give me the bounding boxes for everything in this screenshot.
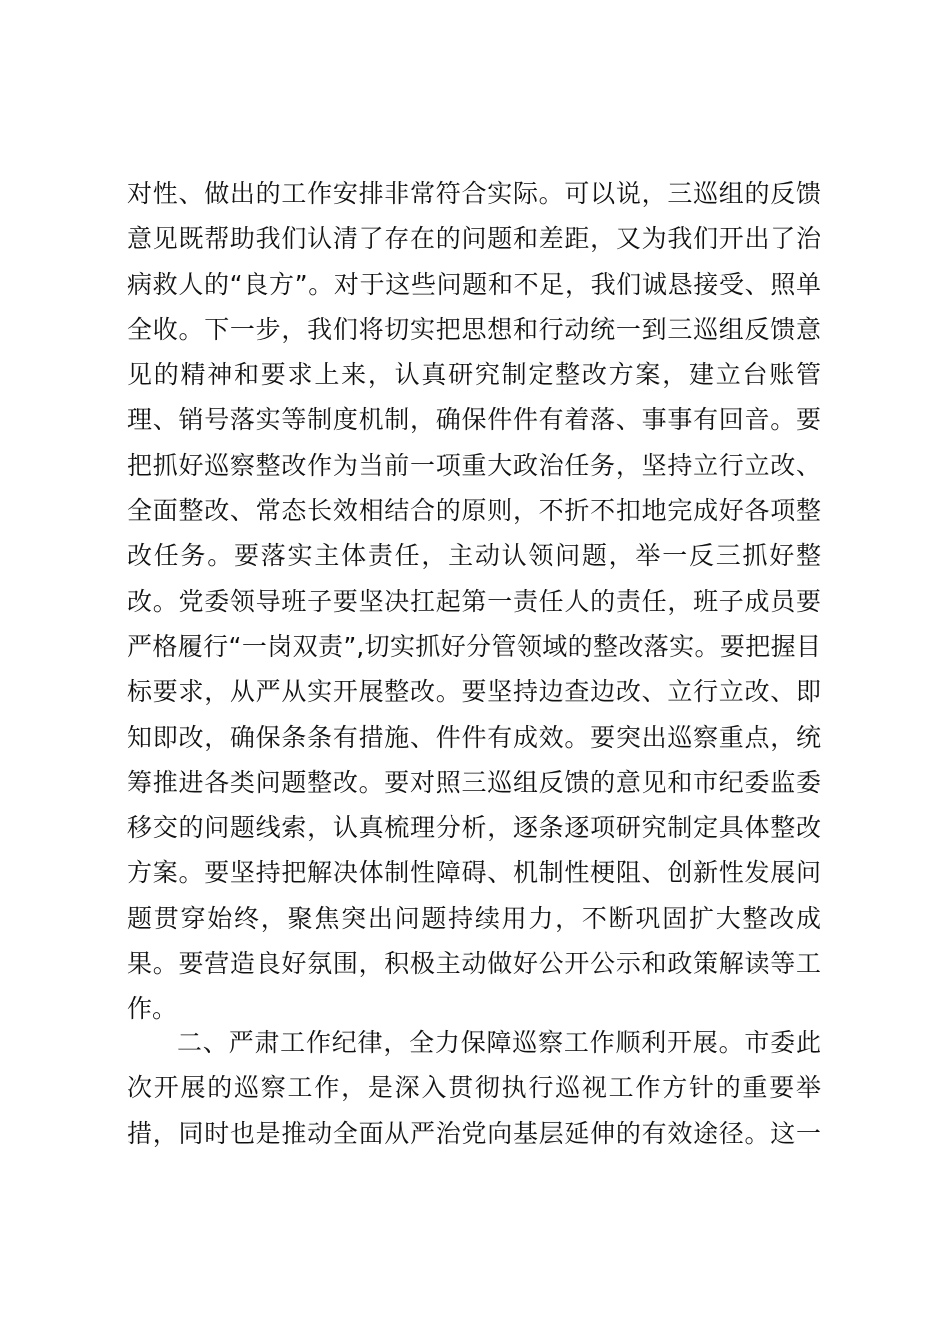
section-heading: 二、严肃工作纪律，全力保障巡察工作顺利开展。: [177, 1028, 745, 1057]
text-line: 严格履行“一岗双责”,切实抓好分管领域的整改落实。要把握目: [127, 631, 821, 661]
text-line: 移交的问题线索，认真梳理分析，逐条逐项研究制定具体整改: [127, 813, 821, 843]
text-line: 改任务。要落实主体责任，主动认领问题，举一反三抓好整: [127, 541, 821, 571]
text-line: 方案。要坚持把解决体制性障碍、机制性梗阻、创新性发展问: [127, 858, 821, 888]
text-line-continuation: 市委此: [744, 1028, 821, 1057]
text-line: 标要求，从严从实开展整改。要坚持边查边改、立行立改、即: [127, 677, 821, 707]
text-line: 见的精神和要求上来，认真研究制定整改方案，建立台账管: [127, 360, 821, 390]
text-line: 全收。下一步，我们将切实把思想和行动统一到三巡组反馈意: [127, 314, 821, 344]
paragraph-1: [127, 171, 821, 1032]
text-line: 全面整改、常态长效相结合的原则，不折不扣地完成好各项整: [127, 496, 821, 526]
text-line: 把抓好巡察整改作为当前一项重大政治任务，坚持立行立改、: [127, 450, 821, 480]
text-line: 作。: [127, 994, 178, 1024]
paragraph-2: [127, 1020, 821, 1156]
text-line: 对性、做出的工作安排非常符合实际。可以说，三巡组的反馈: [127, 179, 821, 208]
text-line: 题贯穿始终，聚焦突出问题持续用力，不断巩固扩大整改成: [127, 903, 821, 933]
section-heading-line: [127, 1020, 821, 1065]
text-line: 病救人的“良方”。对于这些问题和不足，我们诚恳接受、照单: [127, 269, 821, 299]
text-line: 果。要营造良好氛围，积极主动做好公开公示和政策解读等工: [127, 949, 821, 979]
text-line: 知即改，确保条条有措施、件件有成效。要突出巡察重点，统: [127, 722, 821, 752]
text-line: 理、销号落实等制度机制，确保件件有着落、事事有回音。要: [127, 405, 821, 435]
text-line: 次开展的巡察工作，是深入贯彻执行巡视工作方针的重要举: [127, 1073, 821, 1103]
text-line: 意见既帮助我们认清了存在的问题和差距，又为我们开出了治: [127, 224, 821, 254]
text-line: 改。党委领导班子要坚决扛起第一责任人的责任，班子成员要: [127, 586, 821, 616]
text-line: 筹推进各类问题整改。要对照三巡组反馈的意见和市纪委监委: [127, 767, 821, 797]
text-line: 措，同时也是推动全面从严治党向基层延伸的有效途径。这一: [127, 1118, 821, 1148]
